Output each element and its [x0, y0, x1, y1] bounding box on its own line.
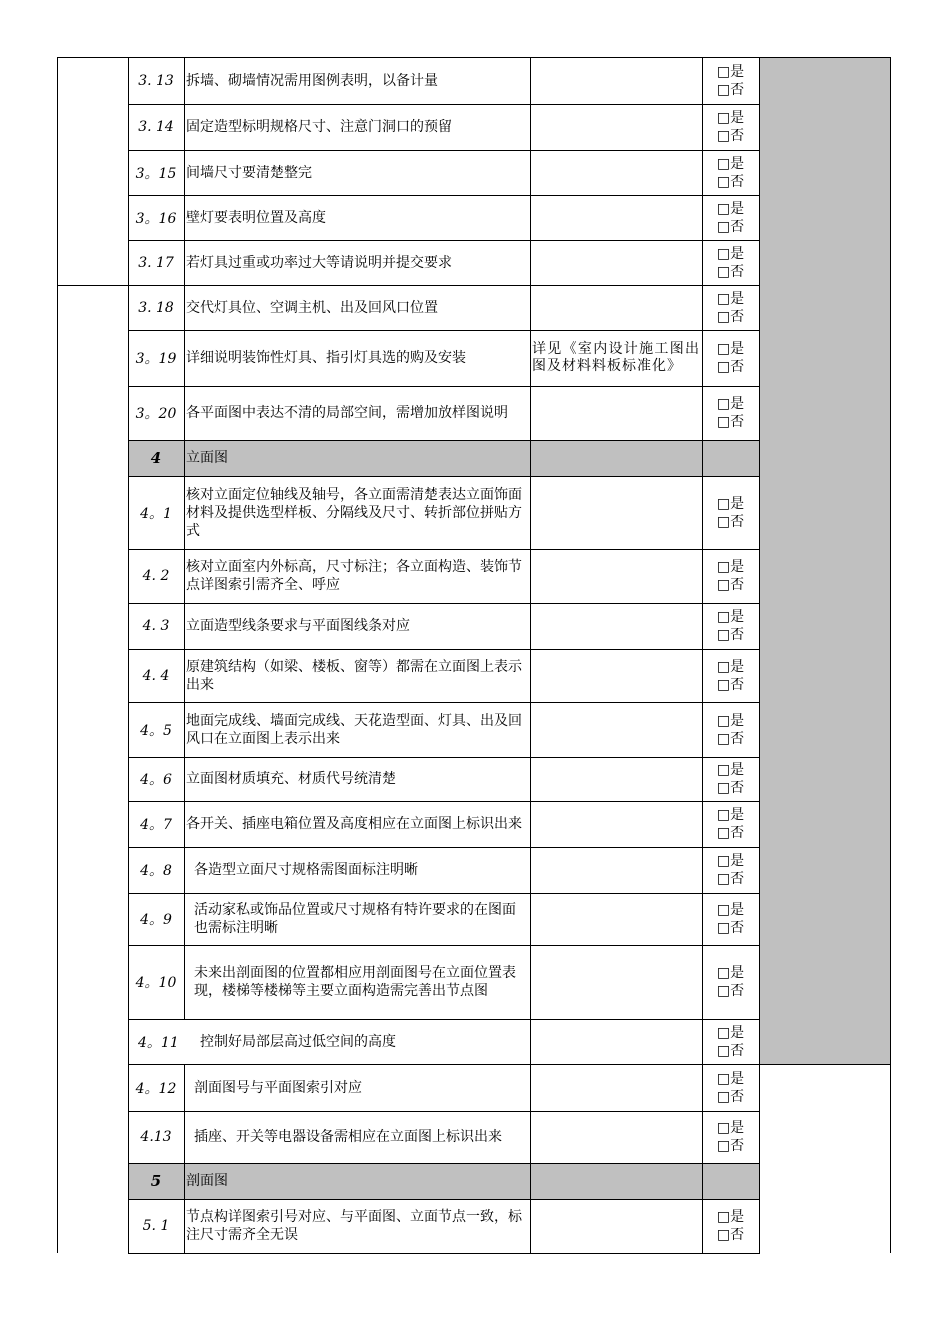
yes-checkbox[interactable]: □是: [716, 853, 745, 869]
grid-line: [57, 285, 128, 286]
no-checkbox[interactable]: □否: [716, 1088, 745, 1105]
item-number: 4。9: [140, 912, 172, 928]
no-checkbox[interactable]: □否: [716, 676, 745, 693]
grid-line: [759, 57, 760, 1253]
item-description: 若灯具过重或功率过大等请说明并提交要求: [186, 254, 452, 271]
section-title: 剖面图: [186, 1173, 228, 1189]
item-number: 3。19: [135, 351, 177, 367]
yes-no-checkbox-group: [702, 702, 759, 757]
item-number: 4。7: [140, 817, 172, 833]
item-number: 4。11: [138, 1034, 179, 1051]
no-checkbox[interactable]: □否: [716, 780, 745, 796]
yes-checkbox[interactable]: □是: [716, 712, 745, 729]
yes-checkbox[interactable]: □是: [716, 1120, 745, 1136]
item-description: 壁灯要表明位置及高度: [186, 209, 326, 226]
section-number: 4: [150, 449, 162, 467]
no-checkbox[interactable]: □否: [716, 81, 745, 98]
section-number: 5: [150, 1172, 162, 1190]
item-description: 各平面图中表达不清的局部空间，需增加放样图说明: [186, 405, 508, 421]
yes-checkbox[interactable]: □是: [716, 396, 745, 412]
grid-line: [530, 57, 531, 1253]
yes-checkbox[interactable]: □是: [716, 559, 745, 575]
item-description: 原建筑结构（如梁、楼板、窗等）都需在立面图上表示出来: [186, 658, 522, 693]
yes-checkbox[interactable]: □是: [716, 495, 745, 512]
item-number: 4。8: [140, 863, 172, 879]
yes-no-checkbox-group: [702, 603, 759, 649]
item-description: 拆墙、砌墙情况需用图例表明，以备计量: [186, 72, 438, 89]
yes-no-checkbox-group: [702, 330, 759, 386]
item-description: 各造型立面尺寸规格需图面标注明晰: [194, 862, 418, 878]
yes-no-checkbox-group: [702, 1199, 759, 1253]
no-checkbox[interactable]: □否: [716, 983, 745, 999]
item-number: 3. 17: [138, 254, 174, 271]
yes-no-checkbox-group: [702, 549, 759, 603]
item-description: 交代灯具位、空调主机、出及回风口位置: [186, 299, 438, 316]
yes-checkbox[interactable]: □是: [716, 902, 745, 918]
yes-checkbox[interactable]: □是: [716, 609, 745, 625]
yes-no-checkbox-group: [702, 240, 759, 285]
no-checkbox[interactable]: □否: [716, 218, 745, 235]
no-checkbox[interactable]: □否: [716, 263, 745, 280]
yes-checkbox[interactable]: □是: [716, 1070, 745, 1087]
item-number: 4。10: [135, 975, 177, 991]
yes-no-checkbox-group: [702, 104, 759, 150]
item-description: 节点构详图索引号对应、与平面图、立面节点一致，标注尺寸需齐全无误: [186, 1209, 522, 1243]
grid-line: [128, 1253, 760, 1254]
yes-checkbox[interactable]: □是: [716, 245, 745, 262]
yes-no-checkbox-group: [702, 801, 759, 847]
no-checkbox[interactable]: □否: [716, 577, 745, 593]
item-description: 立面造型线条要求与平面图线条对应: [186, 618, 410, 634]
no-checkbox[interactable]: □否: [716, 825, 745, 841]
item-description: 立面图材质填充、材质代号统清楚: [186, 771, 396, 787]
item-number: 3. 13: [138, 72, 174, 89]
no-checkbox[interactable]: □否: [716, 173, 745, 190]
yes-no-checkbox-group: [702, 1111, 759, 1163]
no-checkbox[interactable]: □否: [716, 1138, 745, 1154]
yes-no-checkbox-group: [702, 1064, 759, 1111]
item-number: 3. 14: [138, 119, 174, 135]
yes-checkbox[interactable]: □是: [716, 762, 745, 778]
yes-checkbox[interactable]: □是: [716, 1209, 745, 1225]
item-number: 4。6: [140, 772, 172, 788]
item-description: 未来出剖面图的位置都相应用剖面图号在立面位置表现，楼梯等楼梯等主要立面构造需完善出节点图: [194, 965, 516, 999]
item-note: 详见《室内设计施工图出图及材料料板标准化》: [532, 341, 700, 374]
item-number: 4. 3: [142, 618, 170, 634]
yes-checkbox[interactable]: □是: [716, 658, 745, 675]
no-checkbox[interactable]: □否: [716, 1042, 745, 1059]
item-description: 各开关、插座电箱位置及高度相应在立面图上标识出来: [186, 816, 522, 832]
no-checkbox[interactable]: □否: [716, 308, 745, 325]
item-description: 间墙尺寸要清楚整完: [186, 164, 312, 181]
no-checkbox[interactable]: □否: [716, 627, 745, 643]
item-number: 4。5: [140, 722, 172, 739]
yes-no-checkbox-group: [702, 386, 759, 440]
item-number: 4. 2: [142, 568, 170, 584]
yes-checkbox[interactable]: □是: [716, 155, 745, 172]
item-number: 5. 1: [142, 1218, 170, 1234]
item-number: 3。20: [135, 406, 177, 422]
no-checkbox[interactable]: □否: [716, 1227, 745, 1243]
item-description: 活动家私或饰品位置或尺寸规格有特许要求的在图面也需标注明晰: [194, 902, 516, 936]
remarks-column-shaded: [759, 57, 890, 1064]
grid-line: [890, 57, 891, 1253]
item-description: 剖面图号与平面图索引对应: [194, 1079, 362, 1096]
yes-checkbox[interactable]: □是: [716, 341, 745, 357]
no-checkbox[interactable]: □否: [716, 414, 745, 430]
yes-checkbox[interactable]: □是: [716, 110, 745, 126]
yes-no-checkbox-group: [702, 757, 759, 801]
grid-line: [759, 1064, 891, 1065]
item-description: 详细说明装饰性灯具、指引灯具选的购及安装: [186, 350, 466, 366]
yes-no-checkbox-group: [702, 57, 759, 104]
yes-checkbox[interactable]: □是: [716, 965, 745, 981]
item-number: 4。12: [135, 1080, 177, 1097]
item-number: 3。15: [135, 165, 177, 182]
yes-no-checkbox-group: [702, 285, 759, 330]
no-checkbox[interactable]: □否: [716, 730, 745, 747]
yes-checkbox[interactable]: □是: [716, 200, 745, 217]
item-description: 核对立面室内外标高，尺寸标注；各立面构造、装饰节点详图索引需齐全、呼应: [186, 559, 522, 593]
item-description: 插座、开关等电器设备需相应在立面图上标识出来: [194, 1129, 502, 1145]
yes-no-checkbox-group: [702, 476, 759, 549]
yes-no-checkbox-group: [702, 649, 759, 702]
item-description: 地面完成线、墙面完成线、天花造型面、灯具、出及回风口在立面图上表示出来: [186, 712, 522, 747]
yes-no-checkbox-group: [702, 195, 759, 240]
no-checkbox[interactable]: □否: [716, 513, 745, 530]
item-number: 4。1: [140, 505, 172, 522]
item-number: 3. 18: [138, 299, 174, 316]
item-description: 固定造型标明规格尺寸、注意门洞口的预留: [186, 119, 452, 135]
yes-checkbox[interactable]: □是: [716, 63, 745, 80]
yes-no-checkbox-group: [702, 847, 759, 893]
item-number: 3。16: [135, 210, 177, 227]
yes-checkbox[interactable]: □是: [716, 1024, 745, 1041]
yes-no-checkbox-group: [702, 945, 759, 1019]
section-title: 立面图: [186, 450, 228, 466]
yes-checkbox[interactable]: □是: [716, 807, 745, 823]
no-checkbox[interactable]: □否: [716, 871, 745, 887]
yes-no-checkbox-group: [702, 893, 759, 945]
no-checkbox[interactable]: □否: [716, 920, 745, 936]
no-checkbox[interactable]: □否: [716, 359, 745, 375]
item-number: 4. 4: [142, 667, 170, 684]
yes-checkbox[interactable]: □是: [716, 290, 745, 307]
item-description: 核对立面定位轴线及轴号，各立面需清楚表达立面饰面材料及提供选型样板、分隔线及尺寸、转折部位拼贴方式: [186, 486, 522, 539]
yes-no-checkbox-group: [702, 150, 759, 195]
item-number: 4.13: [140, 1129, 172, 1145]
grid-line: [57, 57, 58, 1253]
item-description: 控制好局部层高过低空间的高度: [200, 1033, 396, 1050]
no-checkbox[interactable]: □否: [716, 128, 745, 144]
yes-no-checkbox-group: [702, 1019, 759, 1064]
